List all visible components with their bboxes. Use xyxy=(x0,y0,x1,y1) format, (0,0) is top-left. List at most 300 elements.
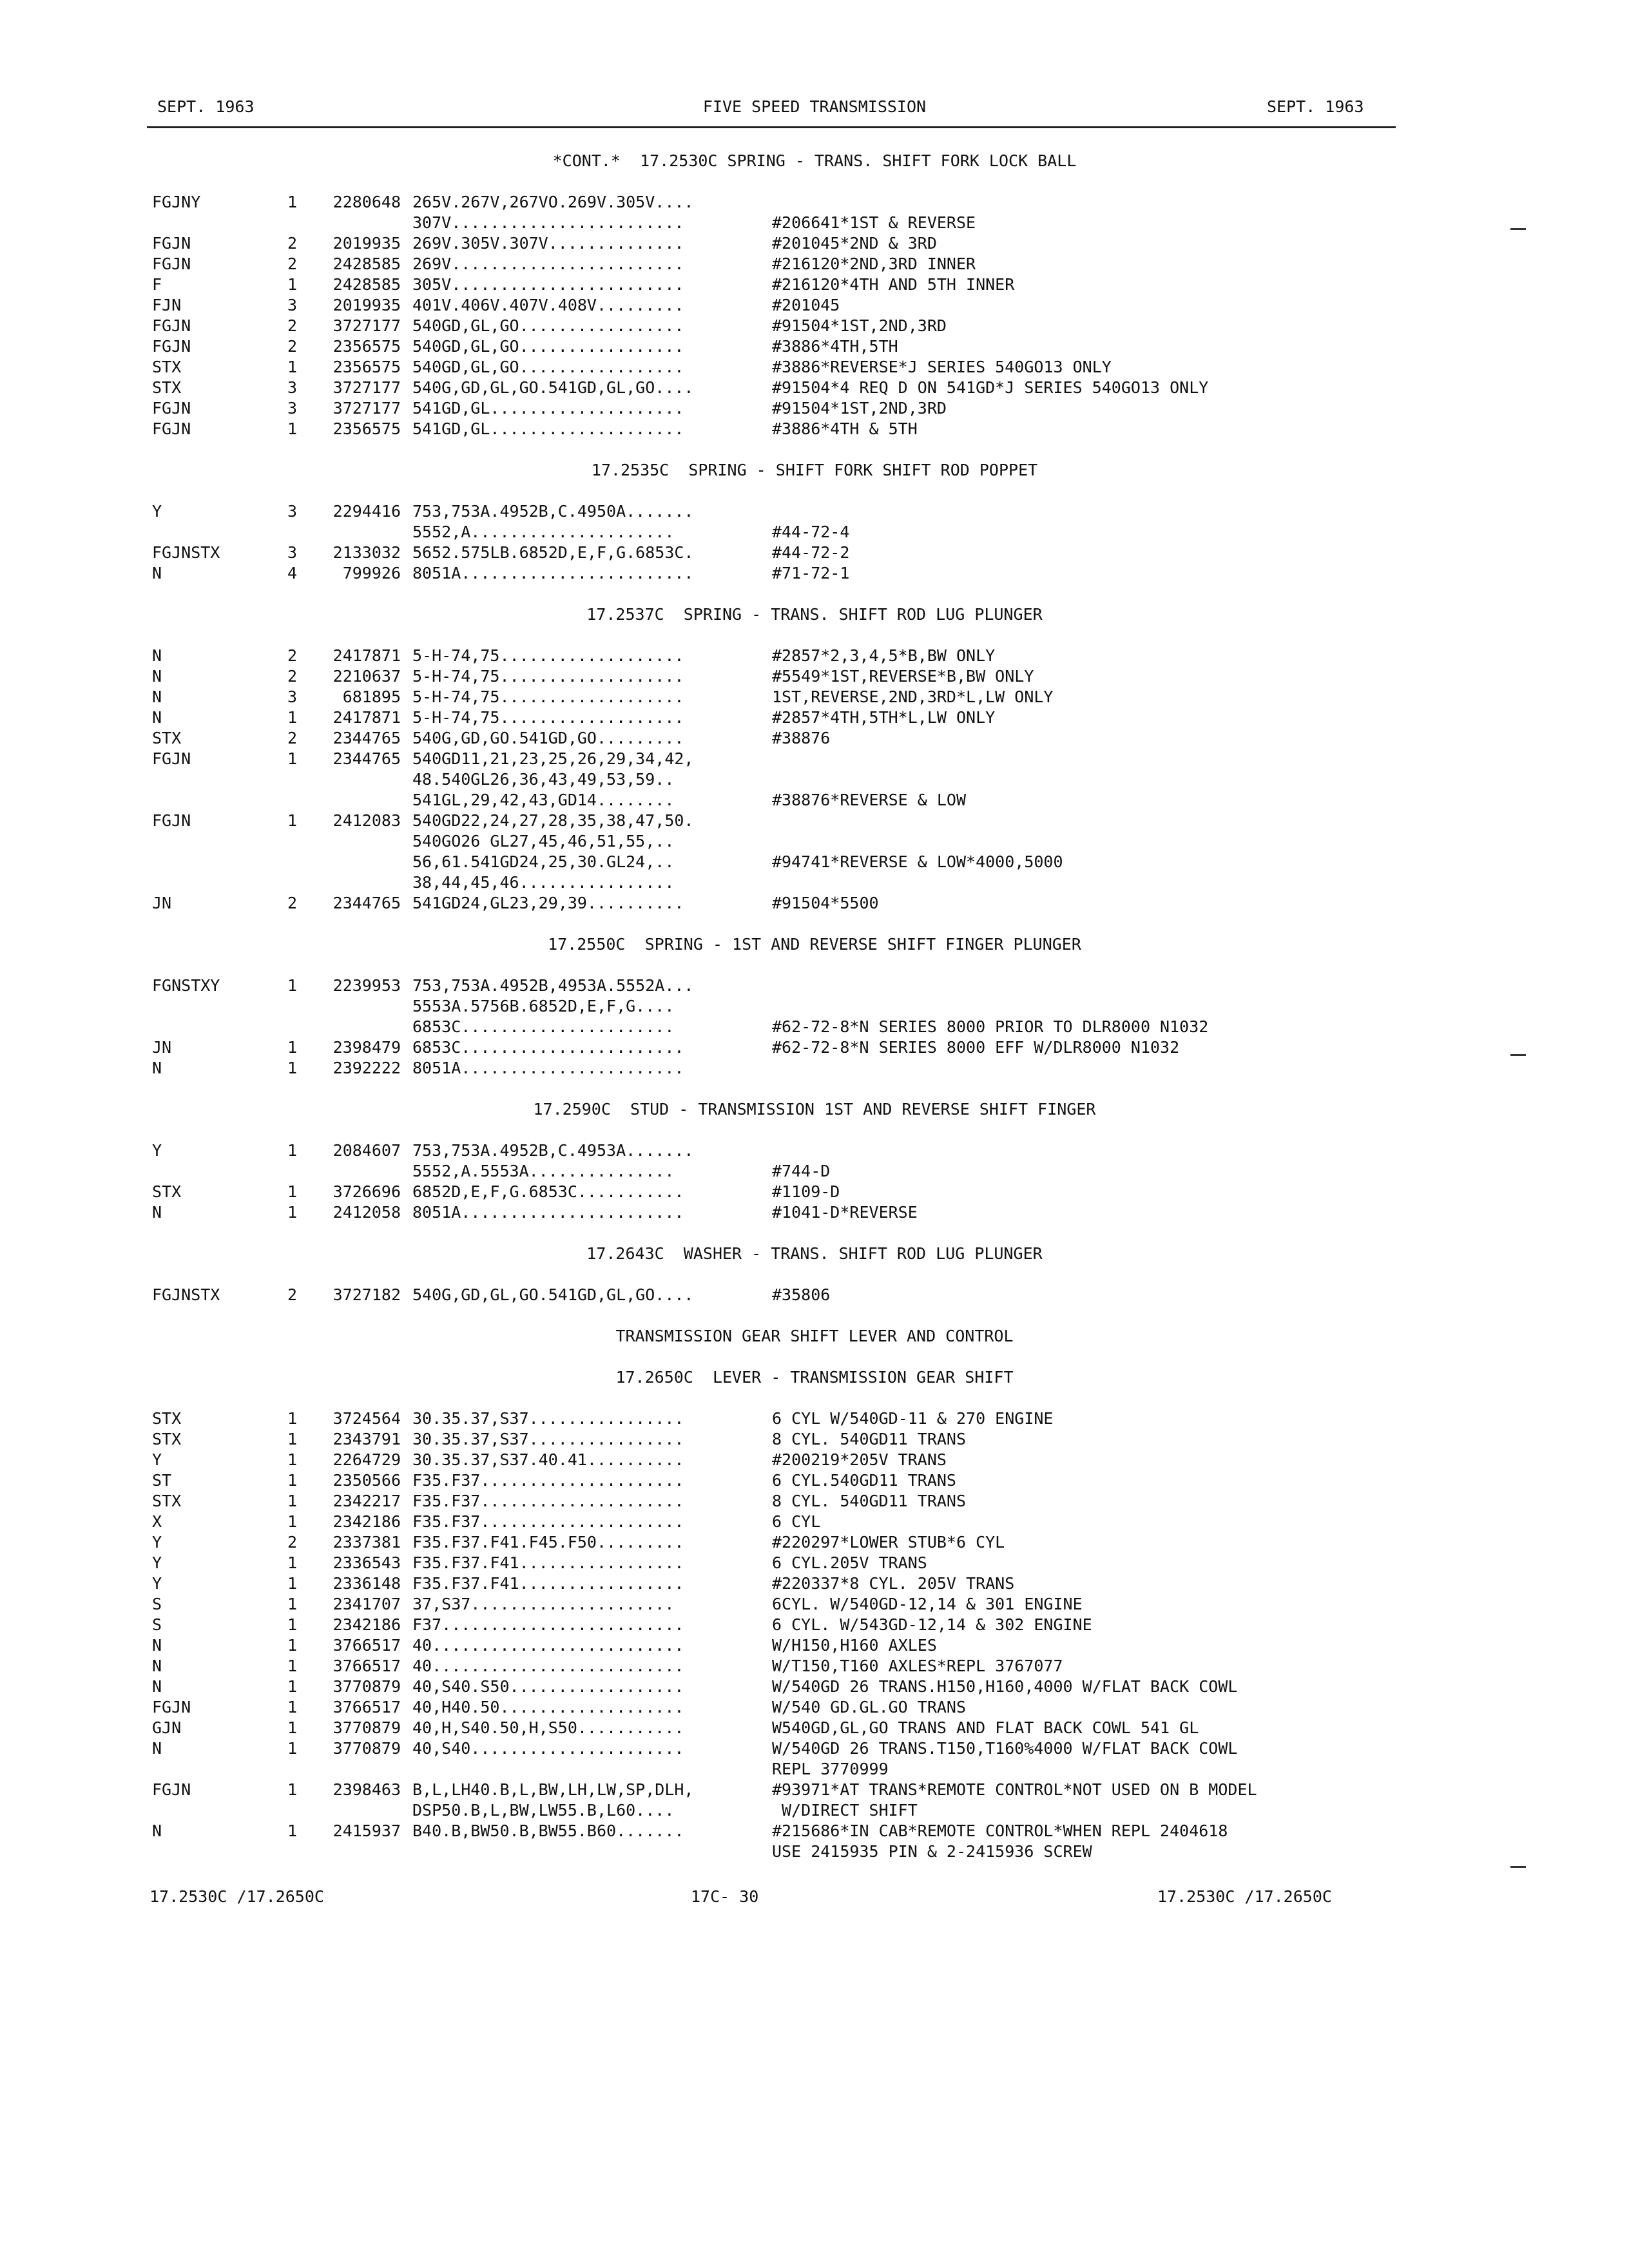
part-number: 2398463 xyxy=(333,1780,401,1799)
application: 541GD24,GL23,29,39.......... xyxy=(412,894,684,912)
quantity: 1 xyxy=(287,1450,298,1469)
quantity: 1 xyxy=(287,1698,298,1716)
part-number: 2280648 xyxy=(333,193,401,211)
application: F35.F37.F41................. xyxy=(412,1574,684,1593)
quantity: 3 xyxy=(287,378,298,397)
application: 753,753A.4952B,C.4953A....... xyxy=(412,1141,694,1160)
quantity: 1 xyxy=(287,1739,298,1758)
application: 56,61.541GD24,25,30.GL24,.. xyxy=(412,852,675,871)
remark: #2857*2,3,4,5*B,BW ONLY xyxy=(772,646,996,665)
part-row xyxy=(0,1491,1629,1512)
model-code: FGJNSTX xyxy=(152,543,220,562)
model-code: N xyxy=(152,708,162,727)
part-row xyxy=(0,1017,1629,1037)
remark: #71-72-1 xyxy=(772,564,850,582)
header-right-date: SEPT. 1963 xyxy=(1267,97,1364,116)
part-number: 2264729 xyxy=(333,1450,401,1469)
part-number: 3766517 xyxy=(333,1636,401,1655)
model-code: N xyxy=(152,1203,162,1222)
application: 30.35.37,S37.40.41.......... xyxy=(412,1450,684,1469)
part-number: 2342217 xyxy=(333,1492,401,1510)
section-title-text: 17.2535C SPRING - SHIFT FORK SHIFT ROD POPPET xyxy=(591,461,1038,479)
quantity: 1 xyxy=(287,419,298,438)
part-row xyxy=(0,295,1629,316)
spacer xyxy=(0,1264,1629,1285)
part-number: 2356575 xyxy=(333,358,401,376)
application: 5-H-74,75................... xyxy=(412,667,684,686)
part-number: 2344765 xyxy=(333,894,401,912)
remark: #744-D xyxy=(772,1162,831,1180)
quantity: 2 xyxy=(287,894,298,912)
spacer xyxy=(0,171,1629,192)
section-title-text: 17.2537C SPRING - TRANS. SHIFT ROD LUG PLUNGER xyxy=(586,605,1043,624)
part-number: 2239953 xyxy=(333,976,401,995)
part-row xyxy=(0,1615,1629,1635)
model-code: N xyxy=(152,667,162,686)
spacer xyxy=(0,1223,1629,1244)
remark: #35806 xyxy=(772,1285,831,1304)
section-title xyxy=(0,460,1629,481)
part-row xyxy=(0,1635,1629,1656)
model-code: STX xyxy=(152,729,182,747)
spacer xyxy=(0,1347,1629,1367)
quantity: 1 xyxy=(287,1409,298,1428)
quantity: 2 xyxy=(287,316,298,335)
model-code: STX xyxy=(152,1182,182,1201)
application: 30.35.37,S37................ xyxy=(412,1430,684,1448)
model-code: N xyxy=(152,646,162,665)
part-row xyxy=(0,398,1629,419)
part-number: 2210637 xyxy=(333,667,401,686)
application: 401V.406V.407V.408V......... xyxy=(412,296,684,314)
application: 5552,A.5553A............... xyxy=(412,1162,675,1180)
remark: #201045*2ND & 3RD xyxy=(772,234,937,253)
model-code: FGJN xyxy=(152,255,191,273)
application: 540G,GD,GL,GO.541GD,GL,GO.... xyxy=(412,1285,694,1304)
application: B,L,LH40.B,L,BW,LH,LW,SP,DLH, xyxy=(412,1780,694,1799)
part-row xyxy=(0,687,1629,707)
application: 269V........................ xyxy=(412,255,684,273)
part-row xyxy=(0,975,1629,996)
remark: #5549*1ST,REVERSE*B,BW ONLY xyxy=(772,667,1034,686)
part-row xyxy=(0,563,1629,584)
section-title-text: 17.2550C SPRING - 1ST AND REVERSE SHIFT FINGER PLUNGER xyxy=(548,935,1081,954)
part-number: 2294416 xyxy=(333,502,401,521)
remark: #3886*REVERSE*J SERIES 540GO13 ONLY xyxy=(772,358,1112,376)
application: 37,S37..................... xyxy=(412,1595,675,1613)
footer-right-ref: 17.2530C /17.2650C xyxy=(1157,1887,1332,1906)
model-code: JN xyxy=(152,1038,172,1057)
section-title xyxy=(0,1367,1629,1388)
application: 540G,GD,GL,GO.541GD,GL,GO.... xyxy=(412,378,694,397)
footer-page-number: 17C- 30 xyxy=(691,1887,759,1906)
remark: #200219*205V TRANS xyxy=(772,1450,947,1469)
model-code: STX xyxy=(152,358,182,376)
quantity: 1 xyxy=(287,1821,298,1840)
remark: #220337*8 CYL. 205V TRANS xyxy=(772,1574,1015,1593)
model-code: N xyxy=(152,687,162,706)
model-code: ST xyxy=(152,1471,172,1490)
application: 540GD,GL,GO................. xyxy=(412,316,684,335)
model-code: FJN xyxy=(152,296,182,314)
application: 307V........................ xyxy=(412,213,684,232)
part-number: 2336543 xyxy=(333,1553,401,1572)
footer-left-ref: 17.2530C /17.2650C xyxy=(149,1887,324,1906)
part-row xyxy=(0,1450,1629,1470)
part-row xyxy=(0,1058,1629,1079)
quantity: 1 xyxy=(287,1512,298,1531)
remark: #3886*4TH,5TH xyxy=(772,337,898,356)
margin-mark xyxy=(1510,1054,1526,1056)
spacer xyxy=(0,584,1629,604)
application: 8051A....................... xyxy=(412,1059,684,1077)
model-code: STX xyxy=(152,1430,182,1448)
quantity: 1 xyxy=(287,1182,298,1201)
part-row xyxy=(0,1470,1629,1491)
part-row xyxy=(0,1202,1629,1223)
part-number: 3770879 xyxy=(333,1718,401,1737)
remark: W/540GD 26 TRANS.T150,T160%4000 W/FLAT BACK COWL xyxy=(772,1739,1238,1758)
spacer xyxy=(0,439,1629,460)
part-number: 2342186 xyxy=(333,1512,401,1531)
parts-list xyxy=(0,151,1629,1862)
part-number: 3726696 xyxy=(333,1182,401,1201)
application: 5552,A..................... xyxy=(412,523,675,541)
section-title xyxy=(0,1099,1629,1120)
application: 269V.305V.307V.............. xyxy=(412,234,684,253)
part-row xyxy=(0,646,1629,666)
part-row xyxy=(0,707,1629,728)
quantity: 1 xyxy=(287,749,298,768)
application: F35.F37.F41.F45.F50......... xyxy=(412,1533,684,1552)
remark: #220297*LOWER STUB*6 CYL xyxy=(772,1533,1005,1552)
model-code: FGJN xyxy=(152,316,191,335)
remark: #62-72-8*N SERIES 8000 EFF W/DLR8000 N1032 xyxy=(772,1038,1180,1057)
application: 541GL,29,42,43,GD14........ xyxy=(412,791,675,809)
quantity: 2 xyxy=(287,1533,298,1552)
application: 5-H-74,75................... xyxy=(412,708,684,727)
quantity: 1 xyxy=(287,1471,298,1490)
model-code: STX xyxy=(152,1492,182,1510)
part-row xyxy=(0,316,1629,336)
application: F35.F37..................... xyxy=(412,1471,684,1490)
part-row xyxy=(0,1759,1629,1780)
part-number: 2415937 xyxy=(333,1821,401,1840)
part-row xyxy=(0,852,1629,872)
part-number: 3766517 xyxy=(333,1657,401,1675)
part-row xyxy=(0,1821,1629,1841)
application: 540GD,GL,GO................. xyxy=(412,358,684,376)
model-code: FGJN xyxy=(152,1698,191,1716)
part-row xyxy=(0,1037,1629,1058)
remark: 8 CYL. 540GD11 TRANS xyxy=(772,1430,967,1448)
part-row xyxy=(0,1573,1629,1594)
part-row xyxy=(0,274,1629,295)
spacer xyxy=(0,914,1629,934)
quantity: 3 xyxy=(287,399,298,418)
part-number: 2428585 xyxy=(333,255,401,273)
remark: 6 CYL W/540GD-11 & 270 ENGINE xyxy=(772,1409,1054,1428)
margin-mark xyxy=(1510,228,1526,230)
application: 40.......................... xyxy=(412,1636,684,1655)
part-row xyxy=(0,1697,1629,1718)
quantity: 1 xyxy=(287,193,298,211)
part-row xyxy=(0,1140,1629,1161)
part-row xyxy=(0,1656,1629,1677)
quantity: 1 xyxy=(287,1780,298,1799)
part-row xyxy=(0,1532,1629,1553)
quantity: 1 xyxy=(287,1430,298,1448)
spacer xyxy=(0,1305,1629,1326)
part-number: 3727182 xyxy=(333,1285,401,1304)
application: 541GD,GL.................... xyxy=(412,399,684,418)
application: 48.540GL26,36,43,49,53,59.. xyxy=(412,770,675,789)
part-row xyxy=(0,1780,1629,1800)
quantity: 2 xyxy=(287,729,298,747)
remark: #44-72-2 xyxy=(772,543,850,562)
part-number: 2336148 xyxy=(333,1574,401,1593)
part-row xyxy=(0,811,1629,831)
model-code: FGJN xyxy=(152,399,191,418)
spacer xyxy=(0,1120,1629,1140)
quantity: 1 xyxy=(287,358,298,376)
section-title-text: 17.2590C STUD - TRANSMISSION 1ST AND REVERSE SHIFT FINGER xyxy=(533,1100,1096,1119)
application: F37......................... xyxy=(412,1615,684,1634)
part-number: 2412058 xyxy=(333,1203,401,1222)
model-code: Y xyxy=(152,1553,162,1572)
quantity: 2 xyxy=(287,234,298,253)
remark: #2857*4TH,5TH*L,LW ONLY xyxy=(772,708,996,727)
remark: W/540GD 26 TRANS.H150,H160,4000 W/FLAT BACK COWL xyxy=(772,1677,1238,1696)
model-code: Y xyxy=(152,1533,162,1552)
part-row xyxy=(0,213,1629,233)
model-code: N xyxy=(152,1739,162,1758)
model-code: FGJN xyxy=(152,1780,191,1799)
quantity: 1 xyxy=(287,976,298,995)
remark: 8 CYL. 540GD11 TRANS xyxy=(772,1492,967,1510)
part-number: 2412083 xyxy=(333,811,401,830)
quantity: 2 xyxy=(287,255,298,273)
part-row xyxy=(0,1512,1629,1532)
section-title-text: TRANSMISSION GEAR SHIFT LEVER AND CONTROL xyxy=(615,1327,1014,1345)
spacer xyxy=(0,625,1629,646)
spacer xyxy=(0,1388,1629,1408)
model-code: Y xyxy=(152,1450,162,1469)
application: 265V.267V,267VO.269V.305V.... xyxy=(412,193,694,211)
model-code: JN xyxy=(152,894,172,912)
part-number: 2133032 xyxy=(333,543,401,562)
quantity: 1 xyxy=(287,1657,298,1675)
application: F35.F37.F41................. xyxy=(412,1553,684,1572)
application: 6853C....................... xyxy=(412,1038,684,1057)
margin-mark xyxy=(1510,1866,1526,1868)
remark: #93971*AT TRANS*REMOTE CONTROL*NOT USED ON B MODEL xyxy=(772,1780,1257,1799)
remark: 6CYL. W/540GD-12,14 & 301 ENGINE xyxy=(772,1595,1083,1613)
application: F35.F37..................... xyxy=(412,1512,684,1531)
part-number: 2084607 xyxy=(333,1141,401,1160)
section-title xyxy=(0,604,1629,625)
model-code: Y xyxy=(152,1574,162,1593)
application: 40,H40.50................... xyxy=(412,1698,684,1716)
application: 541GD,GL.................... xyxy=(412,419,684,438)
application: 540GO26 GL27,45,46,51,55,.. xyxy=(412,832,675,850)
remark: W540GD,GL,GO TRANS AND FLAT BACK COWL 541 GL xyxy=(772,1718,1199,1737)
part-number: 3727177 xyxy=(333,378,401,397)
part-number: 2350566 xyxy=(333,1471,401,1490)
application: 6853C...................... xyxy=(412,1017,675,1036)
model-code: FGJN xyxy=(152,337,191,356)
remark: #44-72-4 xyxy=(772,523,850,541)
model-code: N xyxy=(152,1821,162,1840)
section-title xyxy=(0,1244,1629,1264)
part-number: 2342186 xyxy=(333,1615,401,1634)
application: 38,44,45,46................ xyxy=(412,873,675,892)
application: 5-H-74,75................... xyxy=(412,687,684,706)
part-row xyxy=(0,233,1629,254)
part-row xyxy=(0,357,1629,378)
application: 30.35.37,S37................ xyxy=(412,1409,684,1428)
quantity: 2 xyxy=(287,646,298,665)
remark: W/DIRECT SHIFT xyxy=(772,1801,918,1820)
part-row xyxy=(0,1429,1629,1450)
model-code: FGJN xyxy=(152,234,191,253)
quantity: 1 xyxy=(287,1141,298,1160)
model-code: N xyxy=(152,1059,162,1077)
part-row xyxy=(0,872,1629,893)
part-row xyxy=(0,501,1629,522)
part-number: 3766517 xyxy=(333,1698,401,1716)
remark: 6 CYL.540GD11 TRANS xyxy=(772,1471,956,1490)
part-number: 2344765 xyxy=(333,749,401,768)
quantity: 1 xyxy=(287,1595,298,1613)
part-row xyxy=(0,749,1629,769)
part-row xyxy=(0,831,1629,852)
part-row xyxy=(0,1285,1629,1305)
part-row xyxy=(0,893,1629,914)
model-code: S xyxy=(152,1615,162,1634)
model-code: FGJNY xyxy=(152,193,201,211)
model-code: N xyxy=(152,1677,162,1696)
part-number: 2417871 xyxy=(333,646,401,665)
model-code: FGJNSTX xyxy=(152,1285,220,1304)
part-number: 3770879 xyxy=(333,1677,401,1696)
quantity: 2 xyxy=(287,667,298,686)
quantity: 1 xyxy=(287,811,298,830)
section-title xyxy=(0,151,1629,171)
application: 753,753A.4952B,C.4950A....... xyxy=(412,502,694,521)
section-title-text: 17.2643C WASHER - TRANS. SHIFT ROD LUG PLUNGER xyxy=(586,1244,1043,1263)
part-row xyxy=(0,1718,1629,1738)
quantity: 1 xyxy=(287,708,298,727)
remark: #38876*REVERSE & LOW xyxy=(772,791,967,809)
application: 8051A........................ xyxy=(412,564,694,582)
part-row xyxy=(0,790,1629,811)
quantity: 1 xyxy=(287,1059,298,1077)
quantity: 3 xyxy=(287,502,298,521)
application: 5652.575LB.6852D,E,F,G.6853C. xyxy=(412,543,694,562)
application: 8051A....................... xyxy=(412,1203,684,1222)
model-code: S xyxy=(152,1595,162,1613)
part-row xyxy=(0,419,1629,439)
quantity: 1 xyxy=(287,1677,298,1696)
part-row xyxy=(0,996,1629,1017)
part-row xyxy=(0,728,1629,749)
part-row xyxy=(0,522,1629,543)
quantity: 1 xyxy=(287,1718,298,1737)
remark: #91504*1ST,2ND,3RD xyxy=(772,316,947,335)
part-number: 2341707 xyxy=(333,1595,401,1613)
part-number: 681895 xyxy=(342,687,401,706)
part-row xyxy=(0,1677,1629,1697)
remark: #215686*IN CAB*REMOTE CONTROL*WHEN REPL 2404618 xyxy=(772,1821,1228,1840)
quantity: 1 xyxy=(287,275,298,294)
section-title xyxy=(0,1326,1629,1347)
application: 540GD11,21,23,25,26,29,34,42, xyxy=(412,749,694,768)
remark: 6 CYL.205V TRANS xyxy=(772,1553,927,1572)
application: 5553A.5756B.6852D,E,F,G.... xyxy=(412,997,675,1015)
header-rule xyxy=(147,126,1396,128)
section-title-text: 17.2650C LEVER - TRANSMISSION GEAR SHIFT xyxy=(615,1368,1014,1387)
part-number: 2398479 xyxy=(333,1038,401,1057)
part-number: 2392222 xyxy=(333,1059,401,1077)
quantity: 4 xyxy=(287,564,298,582)
part-row xyxy=(0,254,1629,274)
quantity: 1 xyxy=(287,1553,298,1572)
part-number: 3727177 xyxy=(333,399,401,418)
part-number: 3770879 xyxy=(333,1739,401,1758)
remark: #1109-D xyxy=(772,1182,840,1201)
part-number: 3724564 xyxy=(333,1409,401,1428)
part-row xyxy=(0,1408,1629,1429)
quantity: 2 xyxy=(287,1285,298,1304)
model-code: N xyxy=(152,1657,162,1675)
spacer xyxy=(0,481,1629,501)
application: 40,S40...................... xyxy=(412,1739,684,1758)
quantity: 1 xyxy=(287,1636,298,1655)
remark: #216120*4TH AND 5TH INNER xyxy=(772,275,1015,294)
part-number: 799926 xyxy=(342,564,401,582)
model-code: FGJN xyxy=(152,749,191,768)
model-code: FGJN xyxy=(152,811,191,830)
section-title xyxy=(0,934,1629,955)
part-number: 2344765 xyxy=(333,729,401,747)
model-code: STX xyxy=(152,378,182,397)
remark: 6 CYL. W/543GD-12,14 & 302 ENGINE xyxy=(772,1615,1092,1634)
application: 540G,GD,GO.541GD,GO......... xyxy=(412,729,684,747)
remark: #3886*4TH & 5TH xyxy=(772,419,918,438)
header-left-date: SEPT. 1963 xyxy=(157,97,255,116)
remark: REPL 3770999 xyxy=(772,1760,889,1778)
remark: #91504*5500 xyxy=(772,894,879,912)
part-row xyxy=(0,378,1629,398)
remark: #62-72-8*N SERIES 8000 PRIOR TO DLR8000 N1032 xyxy=(772,1017,1209,1036)
header-title: FIVE SPEED TRANSMISSION xyxy=(702,97,927,116)
remark: USE 2415935 PIN & 2-2415936 SCREW xyxy=(772,1842,1092,1861)
remark: #201045 xyxy=(772,296,840,314)
remark: #1041-D*REVERSE xyxy=(772,1203,918,1222)
part-number: 2428585 xyxy=(333,275,401,294)
remark: #38876 xyxy=(772,729,831,747)
quantity: 3 xyxy=(287,296,298,314)
model-code: Y xyxy=(152,502,162,521)
application: 540GD22,24,27,28,35,38,47,50. xyxy=(412,811,694,830)
quantity: 1 xyxy=(287,1492,298,1510)
part-number: 2356575 xyxy=(333,419,401,438)
model-code: F xyxy=(152,275,162,294)
part-row xyxy=(0,1594,1629,1615)
quantity: 1 xyxy=(287,1615,298,1634)
application: DSP50.B,L,BW,LW55.B,L60.... xyxy=(412,1801,675,1820)
